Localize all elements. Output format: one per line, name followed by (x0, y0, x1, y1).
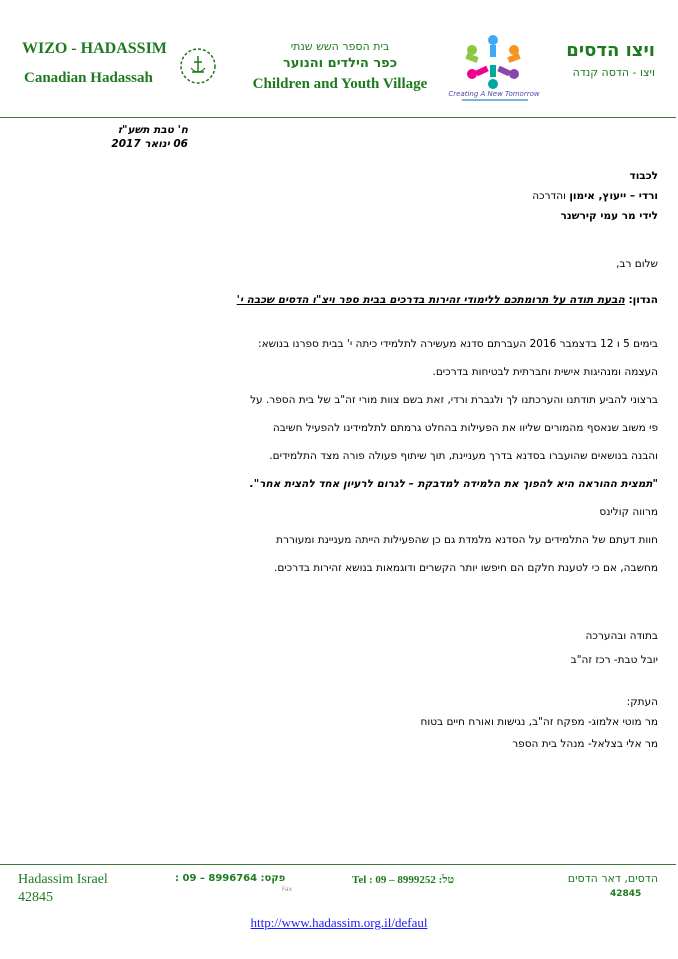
quote-author: מרווה קולינס (599, 506, 658, 518)
logo-underline (462, 99, 528, 101)
org-name-he: ויצו הדסים (566, 40, 655, 61)
org-name-en: WIZO - HADASSIM (22, 40, 167, 57)
date-hebrew: ח' טבת תשע"ז (117, 124, 188, 136)
quote: "תמצית ההוראה היא להפוך את הלמידה למדבקת – לגרום לרעיון אחד להצית אחר". (249, 478, 658, 490)
header-divider (0, 117, 676, 118)
footer-zip: 42845 (610, 889, 642, 899)
footer-website-link[interactable]: http://www.hadassim.org.il/defaul (250, 915, 428, 930)
body2-line-2: מחשבה, אם כי לטענת חלקם הם חיפשו יותר הקשרים ודוגמאות בנושא זהירות בדרכים. (273, 562, 658, 574)
signature: יובל טבת- רכז זה"ב (570, 654, 658, 666)
recipient-to: לכבוד (629, 170, 658, 182)
footer-fax-label: Fax (282, 886, 293, 893)
subject-line (237, 294, 658, 306)
recipient-line1 (532, 190, 658, 202)
recipient-line2: לידי מר עמי קירשנר (560, 210, 658, 222)
school-seal-icon (178, 46, 218, 86)
footer-fax: : 09 – 8996764 :פקס (175, 873, 286, 884)
body-line-3: ברצוני להביע תודתנו והערכתנו לך ולגברת ורדי, זאת בשם צוות מורי זה"ב של בית הספר. על (250, 394, 658, 406)
body-line-1: בימים 5 ו 12 בדצמבר 2016 העברתם סדנא מעשירה לתלמידי כיתה י' בבית ספרנו בנושא: (258, 338, 658, 350)
cc-line-1: מר מוטי אלמוג- מפקח זה"ב, נגישות ואורח חיים בטוח (420, 716, 658, 728)
body-line-2: העצמה ומנהיגות אישית וחברתית לבטיחות בדרכים. (432, 366, 658, 378)
footer-tel: Tel : 09 – 8999252 :טל (352, 874, 455, 886)
logo-caption: Creating A New Tomorrow (448, 90, 540, 98)
org-subname-en: Canadian Hadassah (24, 70, 153, 86)
footer-zip-en: 42845 (18, 890, 53, 905)
body2-line-1: חוות דעתם של התלמידים על הסדנא מלמדת גם כן שהפעילות הייתה מעניינת ומעוררת (276, 534, 658, 546)
school-name-he: בית הספר השש שנתי (290, 40, 390, 53)
cc-line-2: מר אלי בצלאל- מנהל בית הספר (512, 738, 658, 750)
village-name-he: כפר הילדים והנוער (282, 56, 398, 71)
closing: בתודה ובהערכה (585, 630, 658, 642)
footer-name-en: Hadassim Israel (18, 872, 108, 887)
subject-text: הבעת תודה על תרומתכם ללימודי זהירות בדרכים בבית ספר ויצ"ו הדסים שכבה י' (236, 294, 625, 306)
village-logo-icon (460, 32, 526, 90)
greeting: שלום רב, (616, 258, 658, 270)
village-name-en: Children and Youth Village (252, 76, 428, 92)
recipient-role: והדרכה (532, 190, 570, 202)
date-gregorian: 06 ינואר 2017 (111, 138, 188, 150)
recipient-name: ורדי – ייעוץ, אימון (569, 190, 658, 202)
footer-divider (0, 864, 676, 865)
cc-label: העתק: (626, 696, 658, 708)
body-line-5: והבנה בנושאים שהועברו בסדנא בדרך מעניינת, תוך שיתוף פעולה פורה מצד התלמידים. (269, 450, 658, 462)
org-subname-he: ויצו - הדסה קנדה (572, 66, 655, 79)
body-line-4: פי משוב שנאסף מהמורים שליוו את הפעילות בהחלט גרמתם לתלמידינו להפעיל חשיבה (272, 422, 658, 434)
subject-label: הנדון: (628, 294, 658, 306)
footer-address-he: הדסים, דאר הדסים (567, 872, 658, 885)
